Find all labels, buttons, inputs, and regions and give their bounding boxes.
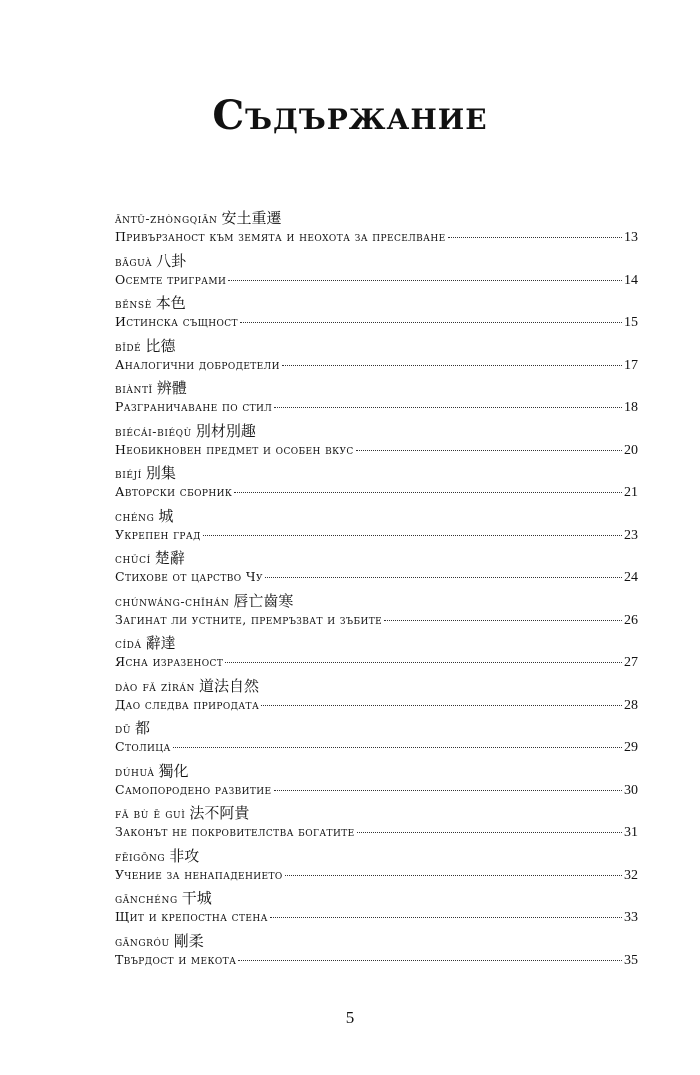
toc-hanzi: 城 — [158, 506, 174, 525]
toc-page-number: 23 — [624, 527, 638, 543]
toc-hanzi: 辭達 — [145, 634, 176, 652]
toc-pinyin: gāngróu — [115, 933, 170, 949]
toc-page-number: 27 — [624, 655, 638, 670]
dot-leader — [274, 790, 623, 791]
toc-page-number: 17 — [624, 357, 638, 373]
toc-entry[interactable] — [115, 630, 638, 673]
dot-leader — [357, 832, 622, 833]
toc-pinyin: chéng — [115, 508, 155, 524]
toc-term — [115, 549, 638, 568]
toc-line — [115, 526, 638, 545]
toc-hanzi: 比德 — [145, 336, 176, 355]
toc-pinyin: fǎ bù ē guì — [115, 806, 186, 821]
toc-entry[interactable] — [115, 418, 638, 461]
toc-hanzi: 八卦 — [156, 251, 187, 270]
toc-page-number: 18 — [624, 400, 638, 415]
toc-page-number: 35 — [624, 952, 638, 968]
toc-entry[interactable] — [115, 333, 638, 376]
dot-leader — [225, 662, 622, 663]
toc-hanzi: 辨體 — [156, 379, 187, 397]
toc-term — [115, 464, 638, 483]
dot-leader — [173, 747, 622, 748]
toc-term — [115, 507, 638, 526]
toc-page-number: 33 — [624, 910, 638, 925]
toc-hanzi: 獨化 — [158, 761, 189, 780]
toc-page-number: 28 — [624, 697, 638, 713]
toc-line — [115, 696, 638, 715]
dot-leader — [240, 322, 622, 323]
toc-entry[interactable] — [115, 205, 638, 248]
toc-line — [115, 356, 638, 375]
toc-line — [115, 611, 638, 630]
toc-term — [115, 932, 638, 951]
toc-hanzi: 安土重遷 — [221, 209, 282, 227]
toc-term — [115, 634, 638, 653]
toc-pinyin: bǐdé — [115, 338, 142, 354]
toc-description: Укрепен град — [115, 526, 201, 542]
table-of-contents — [115, 205, 638, 970]
toc-pinyin: chúnwáng-chǐhán — [115, 593, 230, 609]
toc-line — [115, 398, 638, 417]
toc-term — [115, 209, 638, 228]
dot-leader — [270, 917, 622, 918]
toc-term — [115, 804, 638, 823]
dot-leader — [203, 535, 622, 536]
dot-leader — [282, 365, 622, 366]
toc-term — [115, 252, 638, 271]
dot-leader — [228, 280, 622, 281]
toc-line — [115, 951, 638, 970]
toc-pinyin: dū — [115, 721, 132, 736]
toc-term — [115, 677, 638, 696]
dot-leader — [238, 960, 622, 961]
toc-pinyin: běnsè — [115, 296, 152, 311]
toc-hanzi: 別集 — [145, 464, 176, 482]
toc-pinyin: biéjí — [115, 466, 142, 481]
toc-term — [115, 294, 638, 313]
toc-entry[interactable] — [115, 588, 638, 631]
toc-pinyin: biécái-biéqù — [115, 423, 192, 439]
toc-entry[interactable] — [115, 928, 638, 971]
toc-term — [115, 762, 638, 781]
toc-hanzi: 別材別趣 — [195, 421, 256, 440]
toc-entry[interactable] — [115, 460, 638, 503]
toc-hanzi: 道法自然 — [198, 676, 259, 695]
toc-line — [115, 823, 638, 842]
toc-hanzi: 干城 — [181, 889, 212, 907]
toc-term — [115, 422, 638, 441]
toc-pinyin: āntǔ-zhòngqiān — [115, 211, 218, 226]
dot-leader — [274, 407, 622, 408]
toc-line — [115, 483, 638, 502]
toc-hanzi: 非攻 — [169, 846, 200, 865]
toc-line — [115, 313, 638, 332]
toc-hanzi: 唇亡齒寒 — [233, 591, 294, 610]
toc-line — [115, 441, 638, 460]
dot-leader — [384, 620, 622, 621]
toc-term — [115, 719, 638, 738]
toc-line — [115, 781, 638, 800]
toc-description: Разграничаване по стил — [115, 399, 273, 414]
toc-hanzi: 剛柔 — [173, 931, 204, 950]
dot-leader — [234, 492, 622, 493]
toc-hanzi: 本色 — [155, 294, 186, 312]
toc-pinyin: biàntǐ — [115, 381, 153, 396]
toc-description: Щит и крепостна стена — [115, 909, 268, 924]
toc-entry[interactable] — [115, 545, 638, 588]
dot-leader — [356, 450, 622, 451]
toc-page-number: 31 — [624, 825, 638, 840]
toc-page-number: 32 — [624, 867, 638, 883]
toc-description: Дао следва природата — [115, 696, 260, 712]
toc-description: Законът не покровителства богатите — [115, 824, 355, 839]
toc-hanzi: 法不阿貴 — [189, 804, 250, 822]
toc-page-number: 13 — [624, 230, 638, 245]
toc-description: Твърдост и мекота — [115, 951, 237, 967]
toc-entry[interactable] — [115, 375, 638, 418]
toc-page-number: 20 — [624, 442, 638, 458]
toc-entry[interactable] — [115, 885, 638, 928]
toc-pinyin: bāguà — [115, 253, 153, 269]
toc-entry[interactable] — [115, 800, 638, 843]
toc-entry[interactable] — [115, 843, 638, 886]
toc-line — [115, 228, 638, 247]
dot-leader — [285, 875, 622, 876]
toc-page-number: 30 — [624, 782, 638, 798]
toc-description: Стихове от царство Чу — [115, 569, 263, 584]
dot-leader — [265, 577, 622, 578]
toc-description: Необикновен предмет и особен вкус — [115, 441, 354, 457]
toc-description: Авторски сборник — [115, 484, 233, 499]
toc-pinyin: gānchéng — [115, 891, 178, 906]
toc-line — [115, 738, 638, 757]
toc-description: Столица — [115, 739, 171, 754]
footer-page-number: 5 — [345, 1008, 355, 1027]
toc-line — [115, 568, 638, 587]
toc-description: Привързаност към земята и неохота за преселване — [115, 229, 446, 244]
toc-page-number: 21 — [624, 485, 638, 500]
toc-description: Самопородено развитие — [115, 781, 272, 797]
toc-line — [115, 271, 638, 290]
toc-line — [115, 653, 638, 672]
toc-pinyin: dào fǎ zìrán — [115, 678, 195, 694]
toc-description: Ясна изразеност — [115, 654, 224, 669]
toc-line — [115, 866, 638, 885]
toc-entry[interactable] — [115, 290, 638, 333]
toc-description: Загинат ли устните, премръзват и зъбите — [115, 611, 383, 627]
toc-pinyin: chǔcí — [115, 551, 151, 566]
toc-page-number: 15 — [624, 315, 638, 330]
toc-page-number: 26 — [624, 612, 638, 628]
page-title: Съдържание — [212, 92, 488, 139]
toc-term — [115, 337, 638, 356]
toc-page-number: 14 — [624, 272, 638, 288]
toc-pinyin: fēigōng — [115, 848, 166, 864]
toc-entry[interactable] — [115, 673, 638, 716]
toc-pinyin: cídá — [115, 636, 142, 651]
toc-term — [115, 592, 638, 611]
toc-description: Учение за ненападението — [115, 866, 283, 882]
toc-description: Аналогични добродетели — [115, 356, 280, 372]
toc-description: Истинска същност — [115, 314, 238, 329]
toc-term — [115, 847, 638, 866]
toc-hanzi: 都 — [135, 719, 151, 737]
toc-line — [115, 908, 638, 927]
toc-entry[interactable] — [115, 248, 638, 291]
toc-page-number: 29 — [624, 740, 638, 755]
toc-entry[interactable] — [115, 715, 638, 758]
toc-entry[interactable] — [115, 758, 638, 801]
toc-description: Осемте триграми — [115, 271, 227, 287]
dot-leader — [261, 705, 622, 706]
toc-hanzi: 楚辭 — [154, 549, 185, 567]
toc-term — [115, 379, 638, 398]
toc-page-number: 24 — [624, 570, 638, 585]
dot-leader — [448, 237, 622, 238]
toc-pinyin: dúhuà — [115, 763, 155, 779]
toc-entry[interactable] — [115, 503, 638, 546]
toc-term — [115, 889, 638, 908]
